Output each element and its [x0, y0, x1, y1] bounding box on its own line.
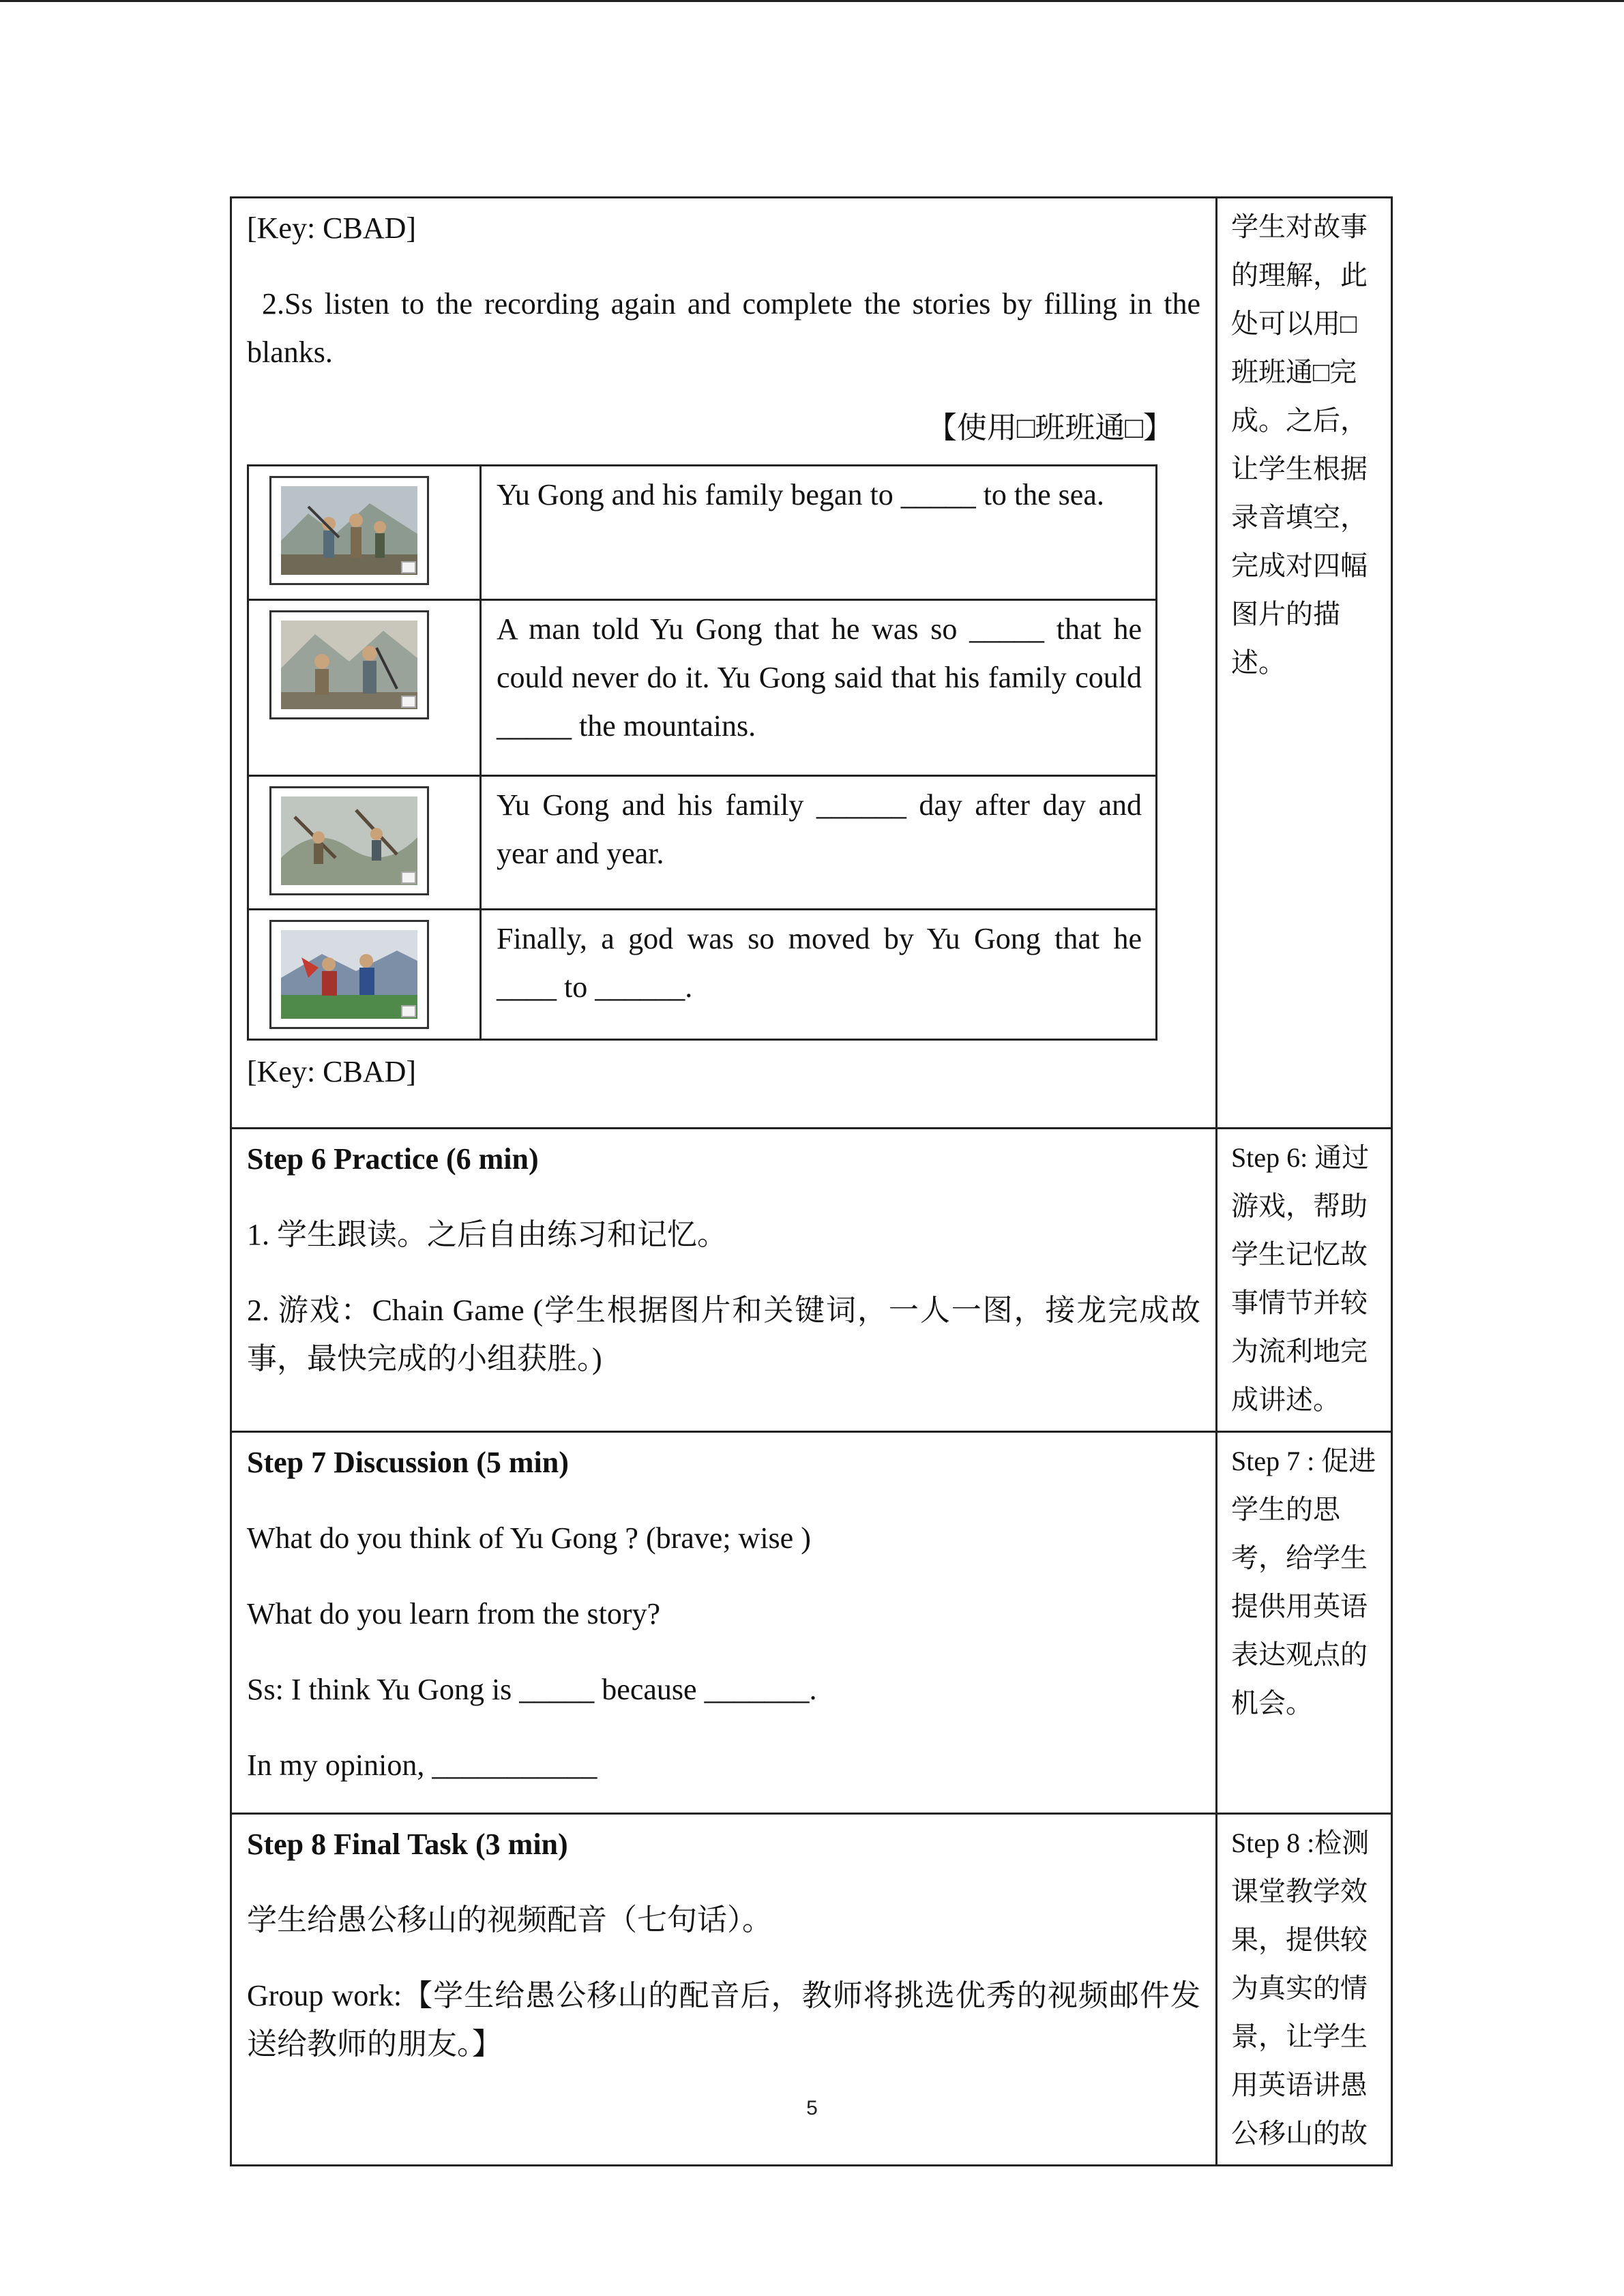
story-picture-1-icon [281, 486, 417, 575]
picture-cell [248, 776, 481, 910]
picture-cell [248, 910, 481, 1040]
design-note-cell [1217, 1432, 1392, 1814]
answer-key-top: [Key: CBAD] [247, 211, 417, 245]
step7-title: Step 7 Discussion (5 min) [247, 1446, 569, 1479]
picture-cell [248, 466, 481, 600]
story-text-3: Yu Gong and his family ______ day after day and year and year. [497, 788, 1142, 870]
design-note-cell [1217, 1129, 1392, 1432]
step8-line-1: 学生给愚公移山的视频配音（七句话）。 [247, 1903, 772, 1937]
design-note-step6: Step 6: 通过游戏，帮助学生记忆故事情节并较为流利地完成讲述。 [1231, 1142, 1370, 1415]
activity-cell [231, 1432, 1217, 1814]
top-border-line [0, 0, 1624, 2]
listening-instruction: 2.Ss listen to the recording again and complete the stories by filling in the blanks. [247, 287, 1200, 369]
story-picture-frame [269, 476, 429, 585]
story-picture-frame [269, 920, 429, 1029]
story-row-1 [248, 466, 1157, 600]
story-row-4 [248, 910, 1157, 1040]
story-picture-4-icon [281, 930, 417, 1019]
step6-title: Step 6 Practice (6 min) [247, 1142, 539, 1176]
story-text-cell [481, 466, 1157, 600]
answer-key-bottom: [Key: CBAD] [247, 1055, 417, 1088]
story-picture-3-icon [281, 796, 417, 885]
lesson-row-step7 [231, 1432, 1392, 1814]
story-text-cell [481, 776, 1157, 910]
step8-group-work: Group work:【学生给愚公移山的配音后，教师将挑选优秀的视频邮件发送给教师的朋友。】 [247, 1979, 1200, 2061]
design-note-listening: 学生对故事的理解，此处可以用□班班通□完成。之后，让学生根据录音填空，完成对四幅图片的描述。 [1231, 211, 1368, 678]
story-picture-frame [269, 610, 429, 719]
story-text-1: Yu Gong and his family began to _____ to the sea. [497, 478, 1104, 511]
picture-cell [248, 600, 481, 776]
story-fill-table [247, 464, 1157, 1041]
story-row-3 [248, 776, 1157, 910]
story-row-2 [248, 600, 1157, 776]
step7-sentence-frame: Ss: I think Yu Gong is _____ because _______. [247, 1673, 817, 1706]
activity-cell [231, 198, 1217, 1129]
step8-title: Step 8 Final Task (3 min) [247, 1828, 568, 1861]
design-note-step8: Step 8 :检测课堂教学效果，提供较为真实的情景，让学生用英语讲愚公移山的故 [1231, 1828, 1370, 2149]
story-text-2: A man told Yu Gong that he was so _____ that he could never do it. Yu Gong said that his family could _____ the mountains. [497, 612, 1142, 743]
activity-cell [231, 1129, 1217, 1432]
step6-item-2: 2. 游戏：Chain Game (学生根据图片和关键词，一人一图，接龙完成故事，最快完成的小组获胜。) [247, 1294, 1200, 1375]
story-picture-frame [269, 786, 429, 895]
tool-label: 【使用□班班通□】 [926, 411, 1173, 445]
step7-question-1: What do you think of Yu Gong ? (brave; wise ) [247, 1521, 811, 1555]
story-text-cell [481, 910, 1157, 1040]
step7-opinion-frame: In my opinion, ___________ [247, 1748, 597, 1782]
design-note-cell [1217, 198, 1392, 1129]
lesson-row-step6 [231, 1129, 1392, 1432]
lesson-row-listening [231, 198, 1392, 1129]
story-picture-2-icon [281, 621, 417, 709]
lesson-plan-table [230, 196, 1393, 2166]
design-note-step7: Step 7 : 促进学生的思考，给学生提供用英语表达观点的机会。 [1231, 1446, 1376, 1718]
story-text-4: Finally, a god was so moved by Yu Gong that he ____ to ______. [497, 922, 1142, 1004]
step6-item-1: 1. 学生跟读。之后自由练习和记忆。 [247, 1218, 727, 1251]
page-number: 5 [806, 2097, 818, 2119]
story-text-cell [481, 600, 1157, 776]
step7-question-2: What do you learn from the story? [247, 1597, 661, 1630]
